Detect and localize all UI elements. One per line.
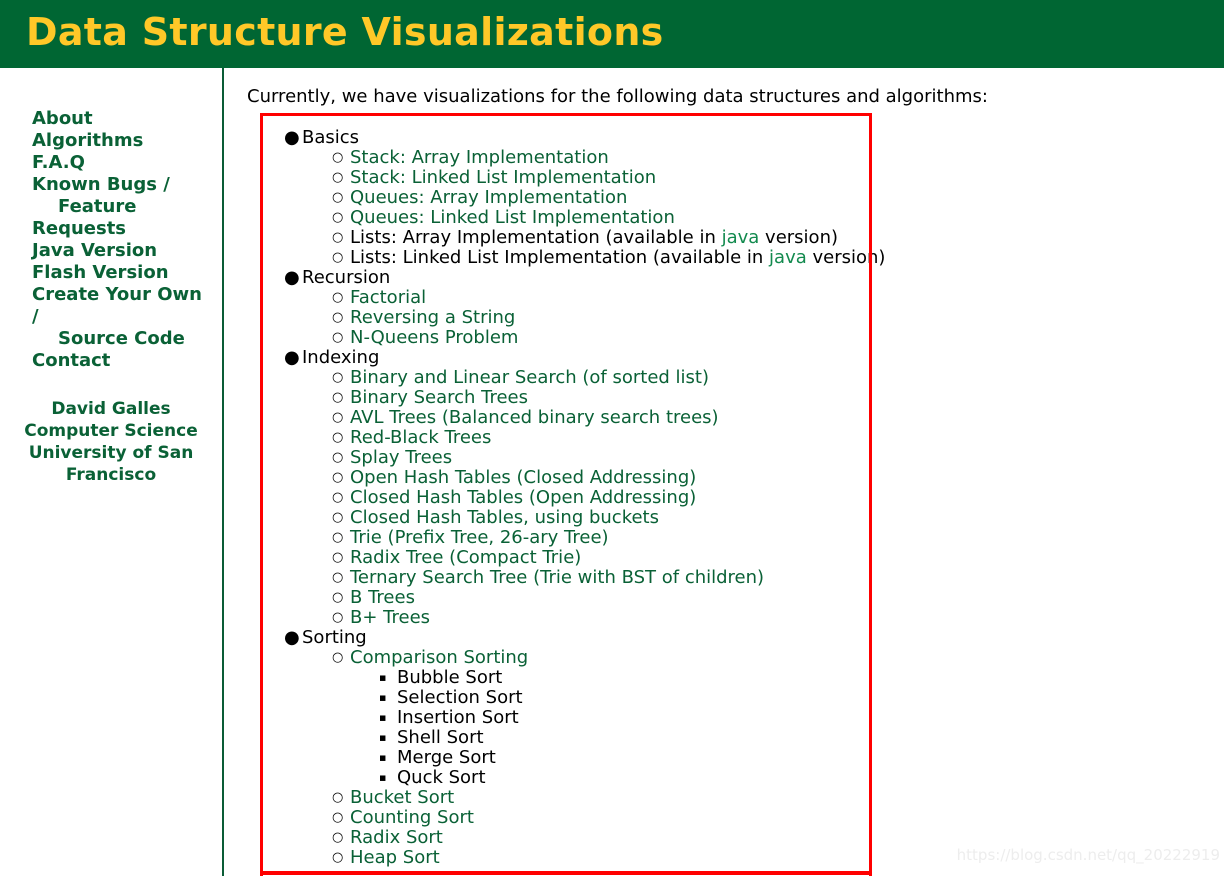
square-bullet-icon: ▪: [379, 731, 387, 744]
outline-item-text-prefix: Lists: Array Implementation (available in: [350, 227, 722, 248]
outline-item-level-1: [284, 268, 1184, 288]
sidebar-item-label: Flash Version: [32, 262, 169, 283]
credit-line: David Galles: [51, 399, 171, 419]
outline-item-level-2[interactable]: [284, 168, 1184, 188]
visualization-link[interactable]: Factorial: [350, 287, 427, 308]
sidebar-item-feature[interactable]: [32, 196, 216, 218]
outline-item-level-2: [284, 248, 1184, 268]
circle-bullet-icon: ○: [332, 570, 344, 585]
sidebar-item-label: Requests: [32, 218, 127, 239]
disc-bullet-icon: ●: [284, 627, 300, 648]
visualization-link[interactable]: Queues: Linked List Implementation: [350, 207, 675, 228]
outline-item-level-2[interactable]: [284, 288, 1184, 308]
circle-bullet-icon: ○: [332, 310, 344, 325]
circle-bullet-icon: ○: [332, 810, 344, 825]
outline-item-text-suffix: version): [759, 227, 838, 248]
sidebar-item-source-code[interactable]: [32, 328, 216, 350]
sidebar-item-label: Source Code: [58, 328, 185, 349]
sidebar-item-algorithms[interactable]: [32, 130, 216, 152]
disc-bullet-icon: ●: [284, 347, 300, 368]
outline-item-level-2[interactable]: [284, 328, 1184, 348]
circle-bullet-icon: ○: [332, 790, 344, 805]
outline-item-level-2[interactable]: [284, 568, 1184, 588]
outline-item-text: Selection Sort: [397, 687, 523, 708]
circle-bullet-icon: ○: [332, 290, 344, 305]
outline-item-level-3: [284, 768, 1184, 788]
inline-link-java[interactable]: java: [721, 227, 760, 248]
visualization-link[interactable]: Binary Search Trees: [350, 387, 529, 408]
visualization-link[interactable]: Trie (Prefix Tree, 26-ary Tree): [350, 527, 609, 548]
visualization-link[interactable]: Closed Hash Tables (Open Addressing): [350, 487, 697, 508]
outline-item-level-2[interactable]: [284, 388, 1184, 408]
sidebar-item-label: Known Bugs /: [32, 174, 170, 195]
outline-item-text: Merge Sort: [397, 747, 496, 768]
outline-item-level-2[interactable]: [284, 428, 1184, 448]
sidebar-item-f-a-q[interactable]: [32, 152, 216, 174]
watermark: https://blog.csdn.net/qq_20222919: [956, 846, 1220, 864]
outline-item-level-2[interactable]: [284, 448, 1184, 468]
outline-item-level-3: [284, 728, 1184, 748]
sidebar-credits: [8, 398, 214, 486]
square-bullet-icon: ▪: [379, 691, 387, 704]
outline-item-level-3: [284, 688, 1184, 708]
circle-bullet-icon: ○: [332, 550, 344, 565]
outline-item-text: Basics: [302, 127, 360, 148]
outline-item-text: Bubble Sort: [397, 667, 503, 688]
circle-bullet-icon: ○: [332, 510, 344, 525]
outline-item-level-2[interactable]: [284, 208, 1184, 228]
visualization-link[interactable]: Stack: Linked List Implementation: [350, 167, 657, 188]
outline-item-text: Insertion Sort: [397, 707, 519, 728]
visualization-link[interactable]: N-Queens Problem: [350, 327, 519, 348]
circle-bullet-icon: ○: [332, 150, 344, 165]
sidebar-item-label: Contact: [32, 350, 111, 371]
outline-item-level-3: [284, 748, 1184, 768]
sidebar-item-about[interactable]: [32, 108, 216, 130]
square-bullet-icon: ▪: [379, 711, 387, 724]
circle-bullet-icon: ○: [332, 410, 344, 425]
circle-bullet-icon: ○: [332, 190, 344, 205]
circle-bullet-icon: ○: [332, 170, 344, 185]
visualization-link[interactable]: Radix Sort: [350, 827, 443, 848]
visualization-link[interactable]: Open Hash Tables (Closed Addressing): [350, 467, 697, 488]
outline-item-level-2[interactable]: [284, 828, 1184, 848]
outline-item-level-2[interactable]: [284, 548, 1184, 568]
square-bullet-icon: ▪: [379, 771, 387, 784]
circle-bullet-icon: ○: [332, 210, 344, 225]
circle-bullet-icon: ○: [332, 390, 344, 405]
outline-item-level-2[interactable]: [284, 368, 1184, 388]
circle-bullet-icon: ○: [332, 830, 344, 845]
outline-item-level-1: [284, 348, 1184, 368]
outline-item-level-2[interactable]: [284, 188, 1184, 208]
sidebar-item-known-bugs[interactable]: [32, 174, 216, 196]
circle-bullet-icon: ○: [332, 230, 344, 245]
sidebar-item-contact[interactable]: [32, 350, 216, 372]
visualization-link[interactable]: Reversing a String: [350, 307, 516, 328]
sidebar-item-label: Algorithms: [32, 130, 144, 151]
sidebar-item-label: Feature: [58, 196, 137, 217]
outline-item-level-2[interactable]: [284, 508, 1184, 528]
sidebar-item-label: About: [32, 108, 93, 129]
circle-bullet-icon: ○: [332, 430, 344, 445]
header-banner: [0, 0, 1224, 68]
outline-item-level-2[interactable]: [284, 648, 1184, 668]
outline-item-level-2[interactable]: [284, 608, 1184, 628]
outline-item-text-suffix: version): [806, 247, 886, 268]
outline-item-level-2[interactable]: [284, 588, 1184, 608]
visualization-link[interactable]: Heap Sort: [350, 847, 440, 868]
visualization-link[interactable]: AVL Trees (Balanced binary search trees): [350, 407, 719, 428]
intro-text: Currently, we have visualizations for the following data structures and algorithms:: [247, 86, 988, 107]
circle-bullet-icon: ○: [332, 370, 344, 385]
circle-bullet-icon: ○: [332, 470, 344, 485]
visualization-link[interactable]: Splay Trees: [350, 447, 453, 468]
sidebar-item-label: /: [32, 306, 39, 327]
visualization-link[interactable]: Comparison Sorting: [350, 647, 529, 668]
disc-bullet-icon: ●: [284, 127, 300, 148]
outline-item-level-2[interactable]: [284, 788, 1184, 808]
sidebar-item-java-version[interactable]: [32, 240, 216, 262]
circle-bullet-icon: ○: [332, 450, 344, 465]
outline-item-text: Shell Sort: [397, 727, 484, 748]
credit-line: Francisco: [65, 465, 157, 485]
circle-bullet-icon: ○: [332, 850, 344, 865]
sidebar-item-create-your-own[interactable]: [32, 284, 216, 306]
sidebar-item-label: F.A.Q: [32, 152, 85, 173]
sidebar-item-label: Java Version: [32, 240, 158, 261]
inline-link-java[interactable]: java: [769, 247, 807, 268]
page-title: Data Structure Visualizations: [26, 10, 664, 54]
outline-item-text-prefix: Lists: Linked List Implementation (available in: [350, 247, 770, 268]
outline-item-text: [350, 248, 885, 268]
outline-item-level-2[interactable]: [284, 148, 1184, 168]
outline-item-level-2: [284, 228, 1184, 248]
visualization-link[interactable]: Ternary Search Tree (Trie with BST of children): [350, 567, 765, 588]
visualization-link[interactable]: Closed Hash Tables, using buckets: [350, 507, 659, 528]
outline-item-text: Quck Sort: [397, 767, 486, 788]
visualization-link[interactable]: Binary and Linear Search (of sorted list): [350, 367, 709, 388]
outline-item-text: [350, 228, 838, 248]
circle-bullet-icon: ○: [332, 610, 344, 625]
visualization-link[interactable]: Queues: Array Implementation: [350, 187, 628, 208]
square-bullet-icon: ▪: [379, 671, 387, 684]
sidebar-item-flash-version[interactable]: [32, 262, 216, 284]
circle-bullet-icon: ○: [332, 590, 344, 605]
visualization-link[interactable]: Radix Tree (Compact Trie): [350, 547, 582, 568]
credit-line: Computer Science: [24, 421, 198, 441]
outline-item-level-3: [284, 708, 1184, 728]
circle-bullet-icon: ○: [332, 650, 344, 665]
outline-item-level-2[interactable]: [284, 308, 1184, 328]
visualization-link[interactable]: Bucket Sort: [350, 787, 455, 808]
outline-item-text: Sorting: [302, 627, 367, 648]
circle-bullet-icon: ○: [332, 490, 344, 505]
sidebar-item-label: Create Your Own: [32, 284, 202, 305]
outline-item-level-3: [284, 668, 1184, 688]
visualization-link[interactable]: B Trees: [350, 587, 415, 608]
main-content: [226, 68, 1224, 876]
outline-item-level-2[interactable]: [284, 808, 1184, 828]
outline-item-level-2[interactable]: [284, 408, 1184, 428]
outline-item-level-1: [284, 128, 1184, 148]
outline-item-text: Indexing: [302, 347, 380, 368]
disc-bullet-icon: ●: [284, 267, 300, 288]
sidebar-item-requests[interactable]: [32, 218, 216, 240]
outline-item-text: Recursion: [302, 267, 391, 288]
sidebar-nav: [32, 108, 216, 372]
outline-item-level-2[interactable]: [284, 528, 1184, 548]
outline-item-level-1: [284, 628, 1184, 648]
visualization-link[interactable]: Red-Black Trees: [350, 427, 492, 448]
visualization-link[interactable]: Counting Sort: [350, 807, 474, 828]
visualization-link[interactable]: Stack: Array Implementation: [350, 147, 609, 168]
credit-line: University of San: [28, 443, 194, 463]
circle-bullet-icon: ○: [332, 250, 344, 265]
circle-bullet-icon: ○: [332, 330, 344, 345]
red-annotation-box-bottom-edge: [260, 871, 872, 875]
circle-bullet-icon: ○: [332, 530, 344, 545]
visualizations-outline: [284, 128, 1184, 868]
outline-item-level-2[interactable]: [284, 488, 1184, 508]
sidebar: [0, 68, 224, 876]
outline-item-level-2[interactable]: [284, 468, 1184, 488]
sidebar-item-[interactable]: [32, 306, 216, 328]
visualization-link[interactable]: B+ Trees: [350, 607, 431, 628]
square-bullet-icon: ▪: [379, 751, 387, 764]
